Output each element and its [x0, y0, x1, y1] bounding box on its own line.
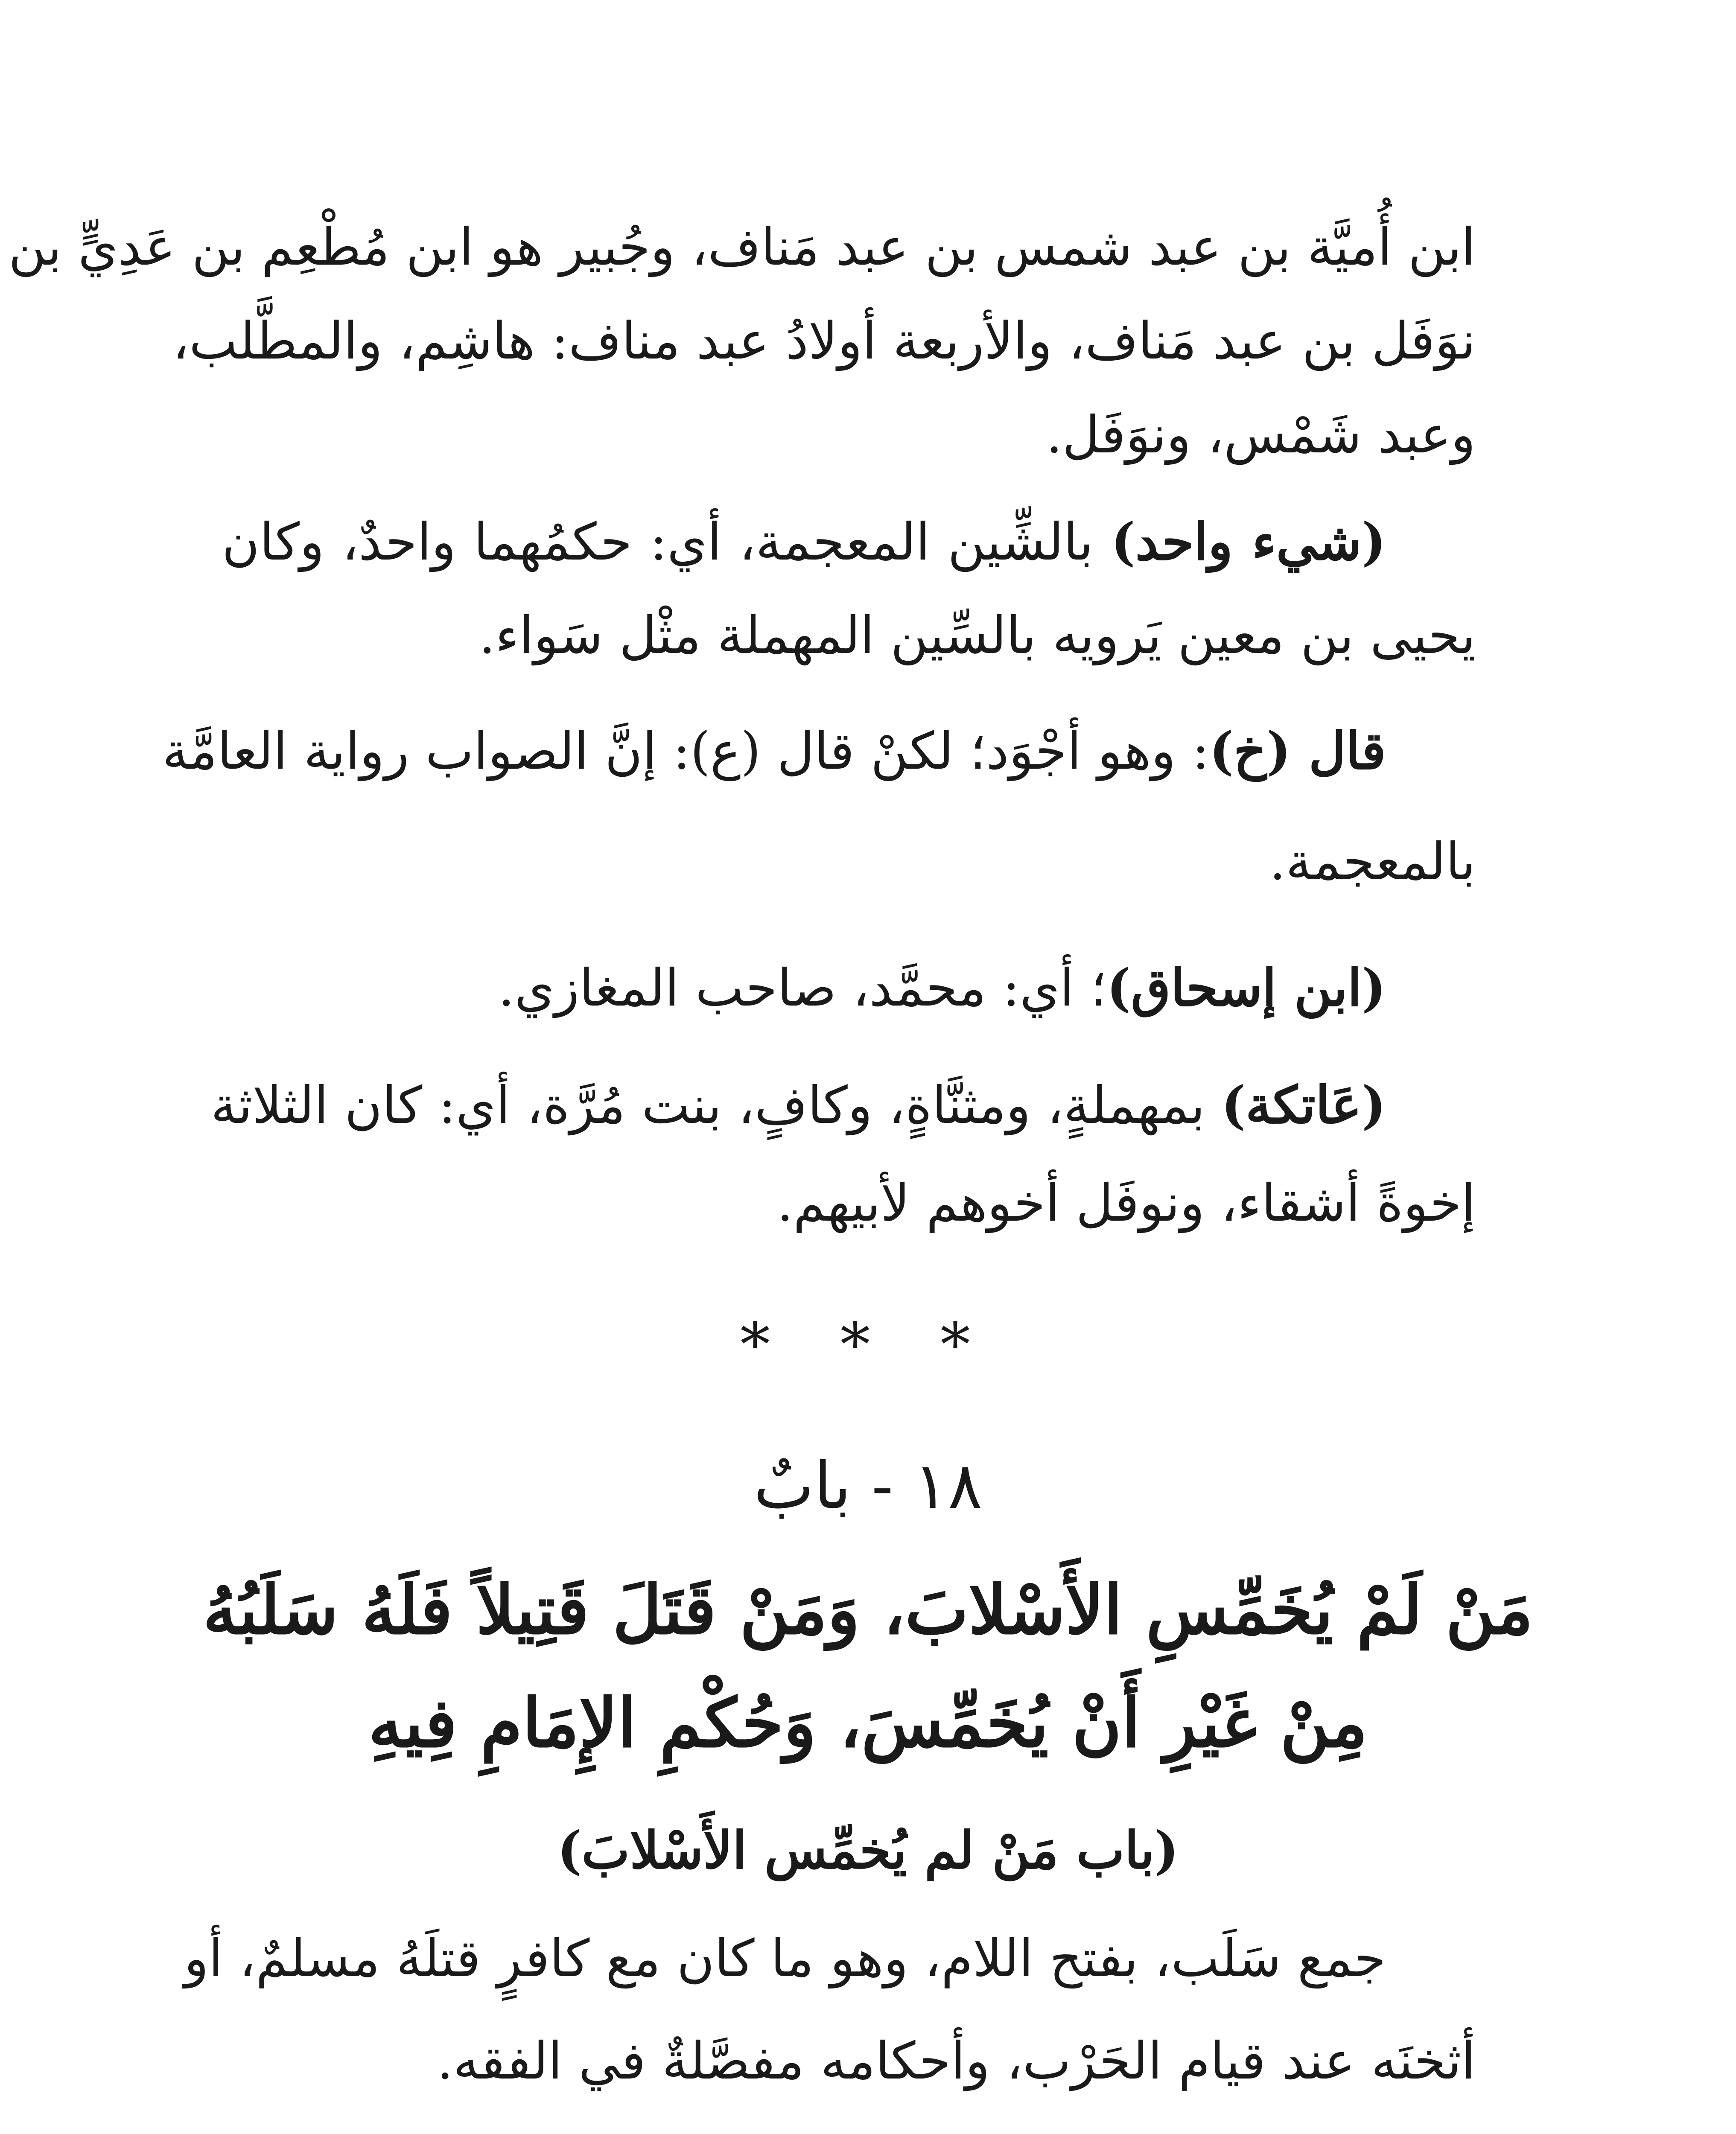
lemma: قال (خ): [1209, 721, 1386, 781]
text-line: يحيى بن معين يَرويه بالسِّين المهملة مثْل سَواء.: [479, 606, 1476, 665]
lemma: (عَاتكة): [1221, 1075, 1386, 1135]
text-line: نوَفَل بن عبد مَناف، والأربعة أولادُ عبد مناف: هاشِم، والمطَّلب،: [172, 312, 1476, 371]
text-line: بالمعجمة.: [1269, 832, 1476, 892]
subheading: (باب مَنْ لم يُخمِّس الأَسْلابَ): [557, 1820, 1179, 1880]
lemma: (شيء واحد): [1111, 512, 1386, 572]
lemma: (ابن إسحاق): [1106, 958, 1386, 1018]
chapter-number: ١٨ - بابٌ: [753, 1449, 983, 1523]
text-line: [210, 1075, 1386, 1135]
paragraph-text: ؛ أي: محمَّد، صاحب المغازي.: [498, 959, 1107, 1018]
text-line: [162, 721, 1386, 781]
paragraph-text: بمهملةٍ، ومثنَّاةٍ، وكافٍ، بنت مُرَّة، أي: كان الثلاثة: [210, 1076, 1222, 1135]
text-line: أثخنَه عند قيام الحَرْب، وأحكامه مفصَّلةٌ في الفقه.: [437, 2032, 1476, 2091]
paragraph-text: : وهو أجْوَد؛ لكنْ قال (ع): إنَّ الصواب رواية العامَّة: [162, 722, 1210, 781]
text-line: جمع سَلَب، بفتح اللام، وهو ما كان مع كافرٍ قتلَهُ مسلمٌ، أو: [184, 1929, 1386, 1988]
text-line: وعبد شَمْس، ونوَفَل.: [1046, 405, 1476, 465]
chapter-title-line: مِنْ غَيْرِ أَنْ يُخَمِّسَ، وَحُكْمِ الإِمَامِ فِيهِ: [368, 1684, 1368, 1763]
section-separator: * * *: [740, 1310, 996, 1380]
text-line: إخوةً أشقاء، ونوفَل أخوهم لأبيهم.: [777, 1174, 1476, 1233]
text-line: [222, 512, 1386, 572]
text-line: [222, 958, 1386, 1018]
text-line: ابن أُميَّة بن عبد شمس بن عبد مَناف، وجُبير هو ابن مُطْعِم بن عَدِيٍّ بن: [8, 218, 1476, 277]
paragraph-text: بالشِّين المعجمة، أي: حكمُهما واحدٌ، وكان: [222, 513, 1111, 572]
chapter-title-line: مَنْ لَمْ يُخَمِّسِ الأَسْلابَ، وَمَنْ قَتَلَ قَتِيلاً فَلَهُ سَلَبُهُ: [203, 1571, 1533, 1650]
